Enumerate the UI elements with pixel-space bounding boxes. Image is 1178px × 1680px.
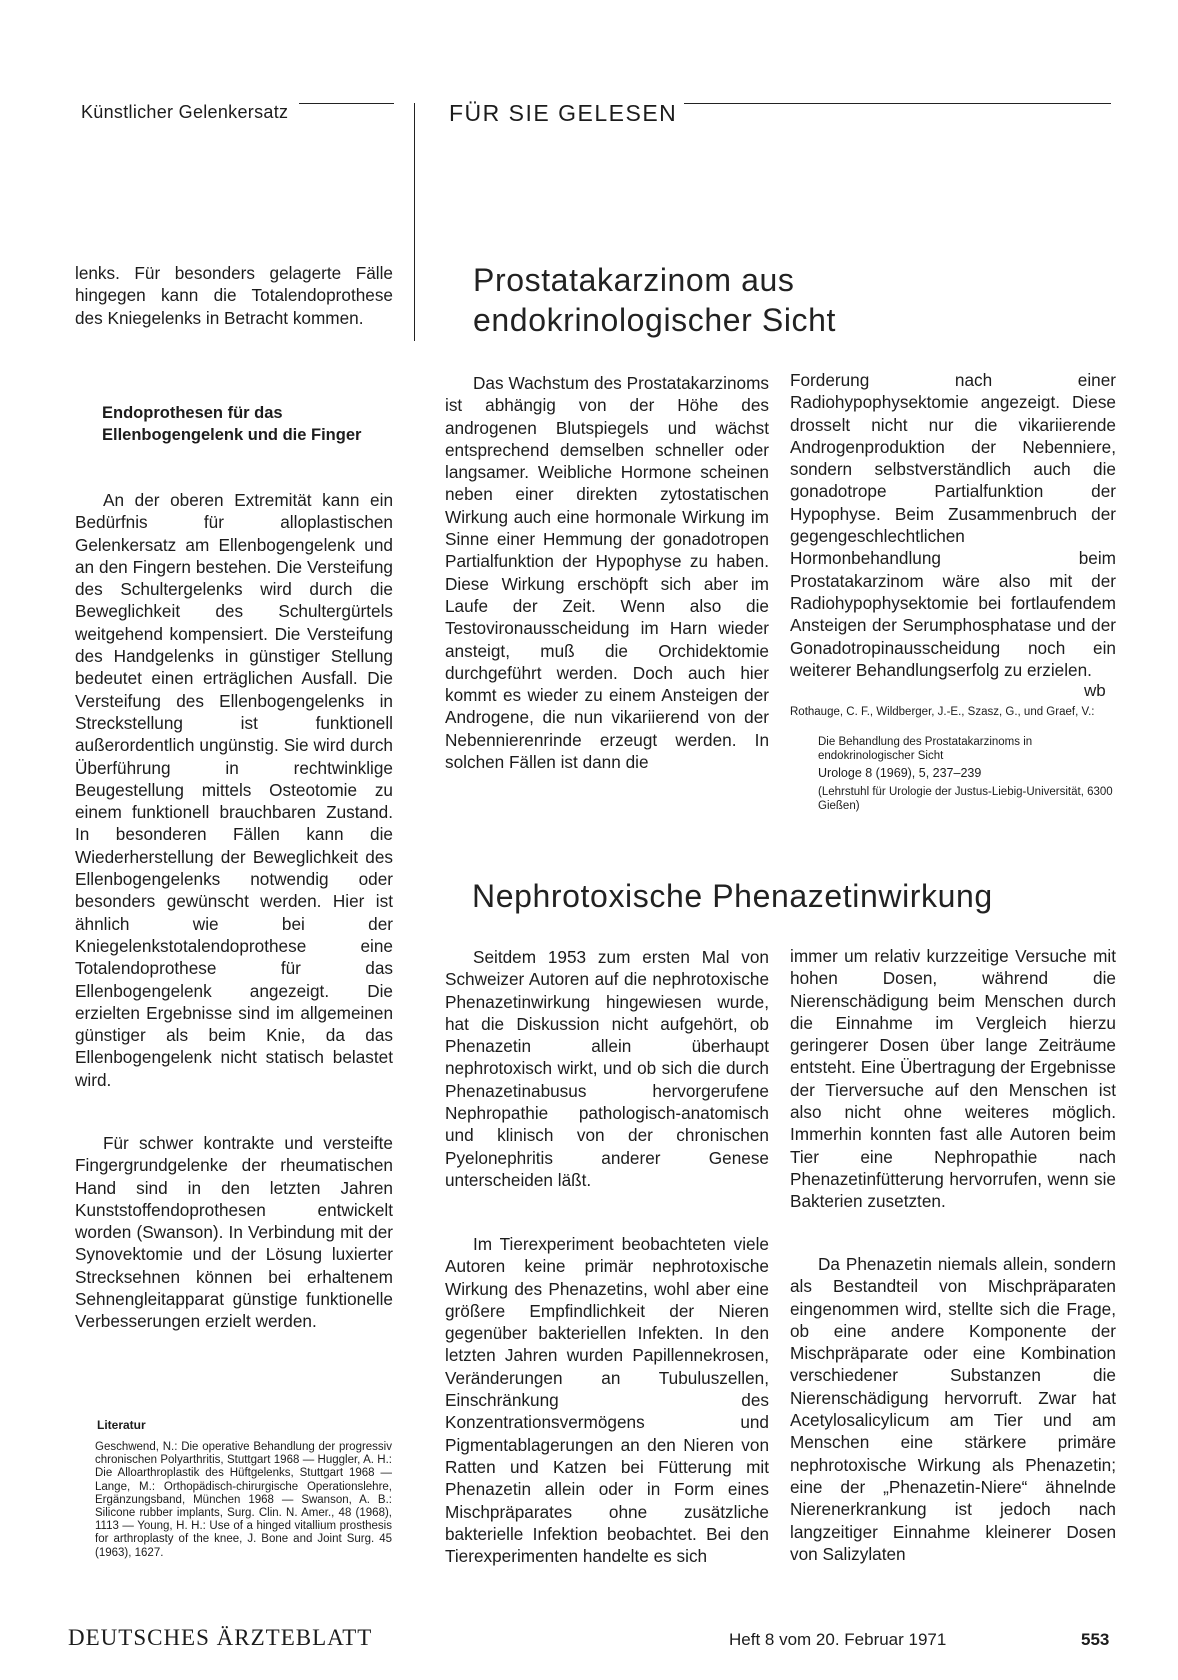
column-divider bbox=[414, 103, 415, 341]
article-title: Prostatakarzinom aus bbox=[473, 262, 795, 298]
left-column-top bbox=[75, 262, 393, 329]
body-paragraph: Da Phenazetin niemals allein, sondern als Bestandteil von Mischpräparaten eingenommen wird, stellte sich die Frage, ob eine andere Komponente der Mischpräparate oder eine Kombination verschiedener Substanzen die Nierenschädigung hervorruft. Zwar hat Acetylosalicylicum am Tier und am Menschen eine stärkere primäre nephrotoxische Wirkung als Phenazetin; eine der „Phenazetin-Niere“ ähnelnde Nierenerkrankung ist jedoch nach langzeitiger Einnahme kleinerer Dosen von Salizylaten bbox=[790, 1254, 1116, 1564]
citation-title: Die Behandlung des Prostatakarzinoms in endokrinologischer Sicht bbox=[818, 736, 1033, 762]
citation-journal: Urologe 8 (1969), 5, 237–239 bbox=[818, 766, 982, 780]
issue-info: Heft 8 vom 20. Februar 1971 bbox=[729, 1630, 947, 1649]
page-number: 553 bbox=[1081, 1630, 1110, 1649]
article-column bbox=[445, 1233, 769, 1567]
left-column-body bbox=[75, 489, 393, 1091]
continued-paragraph: lenks. Für besonders gelagerte Fälle hingegen kann die Totalendoprothese des Kniegelenks in Betracht kommen. bbox=[75, 263, 393, 328]
literature-heading: Literatur bbox=[97, 1418, 146, 1432]
body-paragraph: Forderung nach einer Radiohypophysektomie angezeigt. Diese drosselt nicht nur die vikariierende Androgenproduktion der Nebenniere, sondern selbstverständlich auch die gonadotrope Partialfunktion der Hypophyse. Beim Zusammenbruch der gegengeschlechtlichen Hormonbehandlung beim Prostatakarzinom wäre also mit der Radiohypophysektomie bei fortlaufendem Ansteigen der Serumphosphatase und der Gonadotropinausscheidung noch ein weiterer Behandlungserfolg zu erzielen. bbox=[790, 370, 1116, 680]
section-label-left: Künstlicher Gelenkersatz bbox=[81, 102, 289, 122]
subheading: Endoprothesen für das Ellenbogengelenk und die Finger bbox=[102, 404, 362, 444]
section-label-right: FÜR SIE GELESEN bbox=[449, 100, 678, 126]
article-column bbox=[790, 369, 1116, 681]
body-paragraph: Seitdem 1953 zum ersten Mal von Schweizer Autoren auf die nephrotoxische Phenazetinwirkung hingewiesen wurde, hat die Diskussion nicht aufgehört, ob Phenazetin allein überhaupt nephrotoxisch wirkt, und ob sich die durch Phenazetinabusus hervorgerufene Nephropathie pathologisch-anatomisch und klinisch von der chronischen Pyelonephritis anderer Genese unterscheiden läßt. bbox=[445, 947, 769, 1190]
article-title: endokrinologischer Sicht bbox=[473, 302, 837, 338]
body-paragraph: Für schwer kontrakte und versteifte Fingergrundgelenke der rheumatischen Hand sind in den letzten Jahren Kunststoffendoprothesen entwickelt worden (Swanson). In Verbindung mit der Synovektomie und der Lösung luxierter Strecksehnen können bei erhaltenem Sehnengleitapparat günstige funktionelle Verbesserungen erzielt werden. bbox=[75, 1133, 393, 1332]
citation-affiliation: (Lehrstuhl für Urologie der Justus-Liebig-Universität, 6300 Gießen) bbox=[818, 786, 1113, 812]
body-paragraph: Das Wachstum des Prostatakarzinoms ist abhängig von der Höhe des androgenen Blutspiegels und wächst entsprechend demselben schneller oder langsamer. Weibliche Hormone scheinen neben einer direkten zytostatischen Wirkung auch eine hormonale Wirkung im Sinne einer Hemmung der gonadotropen Partialfunktion der Hypophyse zu haben. Diese Wirkung erschöpft sich aber im Laufe der Zeit. Wenn also die Testovironausscheidung im Harn wieder ansteigt, muß die Orchidektomie durchgeführt werden. Doch auch hier kommt es wieder zu einem Ansteigen der Androgene, die nun vikariierend von der Nebennierenrinde erzeugt werden. In solchen Fällen ist dann die bbox=[445, 373, 769, 773]
body-paragraph: Im Tierexperiment beobachteten viele Autoren keine primär nephrotoxische Wirkung des Phenazetins, wohl aber eine größere Empfindlichkeit der Nieren gegenüber bakteriellen Infekten. In den letzten Jahren wurden Papillennekrosen, Veränderungen an Tubuluszellen, Einschränkung des Konzentrationsvermögens und Pigmentablagerungen an den Nieren von Ratten und Katzen bei Fütterung mit Phenazetin allein oder in Form eines Mischpräparates ohne zusätzliche bakterielle Infektion beobachtet. Bei den Tierexperimenten handelte es sich bbox=[445, 1234, 769, 1567]
literature-list: Geschwend, N.: Die operative Behandlung der progressiv chronischen Polyarthritis, Stuttgart 1968 — Huggler, A. H.: Die Alloarthroplastik des Hüftgelenks, Stuttgart 1968 — Lange, M.: Orthopädisch-chirurgische Operationslehre, Ergänzungsband, München 1968 — Swanson, A. B.: Silicone rubber implants, Surg. Clin. N. Amer., 48 (1968), 1113 — Young, H. H.: Use of a hinged vitallium prosthesis for arthroplasty of the knee, J. Bone and Joint Surg. 45 (1963), 1627. bbox=[95, 1441, 392, 1559]
article-column bbox=[790, 945, 1116, 1213]
article-column bbox=[445, 372, 769, 773]
header-rule-left bbox=[299, 103, 394, 104]
article-title: Nephrotoxische Phenazetinwirkung bbox=[472, 878, 993, 914]
body-paragraph: An der oberen Extremität kann ein Bedürfnis für alloplastischen Gelenkersatz am Ellenbogengelenk und an den Fingern bestehen. Die Versteifung des Schultergelenks wird durch die Beweglichkeit des Schultergürtels weitgehend kompensiert. Die Versteifung des Handgelenks in günstiger Stellung bedeutet einen erträglichen Ausfall. Die Versteifung des Ellenbogengelenks in Streckstellung ist funktionell außerordentlich ungünstig. Sie wird durch Überführung in rechtwinklige Beugestellung mittels Osteotomie zu einem funktionell brauchbaren Zustand. In besonderen Fällen kann die Wiederherstellung der Beweglichkeit des Ellenbogengelenks notwendig oder besonders gewünscht werden. Hier ist ähnlich wie bei der Kniegelenkstotalendoprothese eine Totalendoprothese für das Ellenbogengelenk angezeigt. Die erzielten Ergebnisse sind im allgemeinen günstiger als beim Knie, da das Ellenbogengelenk nicht statisch belastet wird. bbox=[75, 490, 393, 1090]
body-paragraph: immer um relativ kurzzeitige Versuche mit hohen Dosen, während die Nierenschädigung beim Menschen durch die Einnahme im Vergleich hierzu geringerer Dosen über lange Zeiträume entsteht. Eine Übertragung der Ergebnisse der Tierversuche auf den Menschen ist also nicht ohne weiteres möglich. Immerhin konnten fast alle Autoren beim Tier eine Nephropathie nach Phenazetinfütterung hervorrufen, wenn sie Bakterien zusetzten. bbox=[790, 946, 1116, 1212]
citation-authors: Rothauge, C. F., Wildberger, J.-E., Szasz, G., und Graef, V.: bbox=[790, 706, 1095, 718]
left-column-body-2 bbox=[75, 1132, 393, 1333]
journal-name: DEUTSCHES ÄRZTEBLATT bbox=[68, 1625, 373, 1650]
author-signature: wb bbox=[1084, 681, 1106, 700]
header-rule-right bbox=[684, 103, 1111, 104]
article-column bbox=[445, 946, 769, 1191]
article-column bbox=[790, 1253, 1116, 1565]
